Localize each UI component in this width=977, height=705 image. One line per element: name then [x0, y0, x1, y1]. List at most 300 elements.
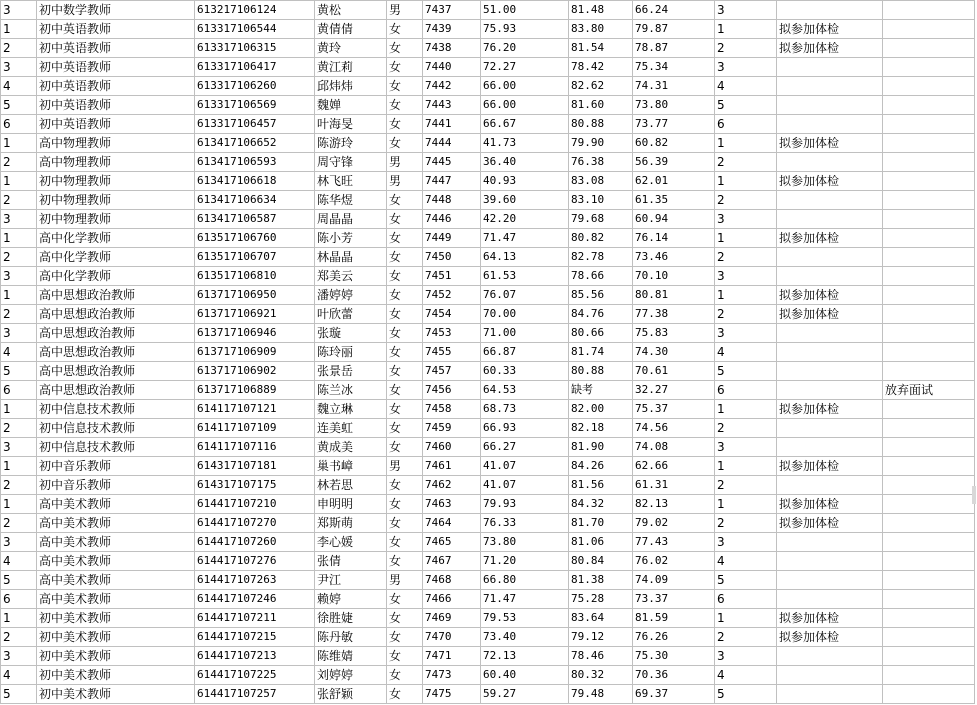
table-cell[interactable]: 初中信息技术教师 — [37, 400, 195, 419]
table-cell[interactable]: 女 — [387, 267, 423, 286]
table-cell[interactable]: 32.27 — [633, 381, 715, 400]
table-cell[interactable]: 女 — [387, 286, 423, 305]
table-cell[interactable]: 7459 — [423, 419, 481, 438]
table-cell[interactable]: 66.00 — [481, 77, 569, 96]
table-cell[interactable]: 女 — [387, 58, 423, 77]
table-cell[interactable]: 7455 — [423, 343, 481, 362]
table-cell[interactable]: 76.26 — [633, 628, 715, 647]
table-cell[interactable]: 女 — [387, 229, 423, 248]
table-cell[interactable]: 男 — [387, 571, 423, 590]
table-cell[interactable] — [777, 191, 883, 210]
table-cell[interactable] — [883, 324, 975, 343]
table-cell[interactable]: 女 — [387, 419, 423, 438]
table-cell[interactable]: 高中思想政治教师 — [37, 305, 195, 324]
table-cell[interactable]: 男 — [387, 457, 423, 476]
table-cell[interactable]: 39.60 — [481, 191, 569, 210]
table-cell[interactable]: 613417106634 — [195, 191, 315, 210]
table-cell[interactable]: 83.08 — [569, 172, 633, 191]
table-cell[interactable]: 4 — [715, 77, 777, 96]
table-cell[interactable]: 初中英语教师 — [37, 77, 195, 96]
table-cell[interactable]: 5 — [1, 571, 37, 590]
table-cell[interactable]: 女 — [387, 20, 423, 39]
table-cell[interactable]: 4 — [715, 552, 777, 571]
table-cell[interactable]: 613717106902 — [195, 362, 315, 381]
table-cell[interactable]: 女 — [387, 685, 423, 704]
table-cell[interactable]: 3 — [1, 647, 37, 666]
table-cell[interactable]: 7451 — [423, 267, 481, 286]
table-cell[interactable]: 613417106587 — [195, 210, 315, 229]
table-cell[interactable]: 高中化学教师 — [37, 267, 195, 286]
table-cell[interactable]: 黄江莉 — [315, 58, 387, 77]
table-cell[interactable]: 75.93 — [481, 20, 569, 39]
table-cell[interactable] — [777, 381, 883, 400]
table-cell[interactable] — [777, 96, 883, 115]
table-cell[interactable]: 4 — [715, 343, 777, 362]
table-cell[interactable]: 5 — [715, 685, 777, 704]
table-cell[interactable]: 81.06 — [569, 533, 633, 552]
table-cell[interactable]: 1 — [715, 20, 777, 39]
table-cell[interactable]: 初中英语教师 — [37, 58, 195, 77]
table-cell[interactable]: 64.53 — [481, 381, 569, 400]
table-cell[interactable]: 潘婷婷 — [315, 286, 387, 305]
table-cell[interactable]: 80.84 — [569, 552, 633, 571]
table-cell[interactable]: 魏婵 — [315, 96, 387, 115]
table-cell[interactable]: 84.32 — [569, 495, 633, 514]
table-cell[interactable] — [883, 115, 975, 134]
table-cell[interactable]: 82.00 — [569, 400, 633, 419]
table-cell[interactable]: 82.62 — [569, 77, 633, 96]
table-cell[interactable]: 1 — [1, 134, 37, 153]
table-cell[interactable]: 81.60 — [569, 96, 633, 115]
table-cell[interactable]: 76.38 — [569, 153, 633, 172]
table-cell[interactable]: 83.80 — [569, 20, 633, 39]
table-cell[interactable]: 拟参加体检 — [777, 20, 883, 39]
table-cell[interactable]: 2 — [715, 248, 777, 267]
table-cell[interactable]: 2 — [1, 191, 37, 210]
table-cell[interactable] — [883, 210, 975, 229]
table-cell[interactable]: 拟参加体检 — [777, 305, 883, 324]
table-cell[interactable]: 74.08 — [633, 438, 715, 457]
table-cell[interactable]: 女 — [387, 115, 423, 134]
table-cell[interactable]: 周守锋 — [315, 153, 387, 172]
table-cell[interactable]: 83.64 — [569, 609, 633, 628]
table-cell[interactable]: 拟参加体检 — [777, 134, 883, 153]
table-cell[interactable]: 7468 — [423, 571, 481, 590]
table-cell[interactable]: 3 — [1, 324, 37, 343]
table-cell[interactable] — [777, 362, 883, 381]
table-cell[interactable]: 黄成美 — [315, 438, 387, 457]
table-cell[interactable]: 72.27 — [481, 58, 569, 77]
table-cell[interactable]: 613417106652 — [195, 134, 315, 153]
table-cell[interactable]: 高中物理教师 — [37, 134, 195, 153]
table-cell[interactable]: 女 — [387, 666, 423, 685]
table-cell[interactable]: 女 — [387, 305, 423, 324]
table-cell[interactable]: 613717106909 — [195, 343, 315, 362]
table-cell[interactable]: 2 — [1, 419, 37, 438]
table-cell[interactable]: 79.53 — [481, 609, 569, 628]
table-cell[interactable]: 614417107213 — [195, 647, 315, 666]
table-cell[interactable]: 初中美术教师 — [37, 685, 195, 704]
table-cell[interactable]: 5 — [715, 96, 777, 115]
table-cell[interactable]: 高中思想政治教师 — [37, 324, 195, 343]
table-cell[interactable]: 7454 — [423, 305, 481, 324]
table-cell[interactable]: 614417107215 — [195, 628, 315, 647]
table-cell[interactable]: 周晶晶 — [315, 210, 387, 229]
table-cell[interactable]: 2 — [1, 628, 37, 647]
table-cell[interactable]: 70.36 — [633, 666, 715, 685]
table-cell[interactable]: 70.61 — [633, 362, 715, 381]
table-cell[interactable]: 林若思 — [315, 476, 387, 495]
table-cell[interactable]: 69.37 — [633, 685, 715, 704]
table-cell[interactable]: 78.42 — [569, 58, 633, 77]
table-cell[interactable]: 叶海旻 — [315, 115, 387, 134]
table-cell[interactable]: 614417107276 — [195, 552, 315, 571]
table-cell[interactable]: 女 — [387, 96, 423, 115]
table-cell[interactable]: 陈华煜 — [315, 191, 387, 210]
table-cell[interactable]: 613717106889 — [195, 381, 315, 400]
table-cell[interactable]: 7473 — [423, 666, 481, 685]
table-cell[interactable]: 3 — [1, 533, 37, 552]
table-cell[interactable]: 72.13 — [481, 647, 569, 666]
table-cell[interactable]: 2 — [715, 419, 777, 438]
table-cell[interactable]: 613317106457 — [195, 115, 315, 134]
table-cell[interactable] — [777, 58, 883, 77]
table-cell[interactable]: 82.18 — [569, 419, 633, 438]
table-cell[interactable]: 女 — [387, 381, 423, 400]
table-cell[interactable]: 1 — [715, 609, 777, 628]
table-cell[interactable]: 林飞旺 — [315, 172, 387, 191]
table-cell[interactable]: 陈小芳 — [315, 229, 387, 248]
table-cell[interactable]: 7453 — [423, 324, 481, 343]
table-cell[interactable]: 74.56 — [633, 419, 715, 438]
table-cell[interactable]: 3 — [715, 58, 777, 77]
table-cell[interactable]: 7440 — [423, 58, 481, 77]
table-cell[interactable]: 66.27 — [481, 438, 569, 457]
table-cell[interactable] — [777, 685, 883, 704]
table-cell[interactable]: 60.82 — [633, 134, 715, 153]
table-cell[interactable]: 1 — [1, 400, 37, 419]
table-cell[interactable]: 高中美术教师 — [37, 590, 195, 609]
table-cell[interactable]: 5 — [1, 685, 37, 704]
table-cell[interactable] — [777, 267, 883, 286]
table-cell[interactable]: 613417106618 — [195, 172, 315, 191]
table-cell[interactable]: 5 — [715, 362, 777, 381]
table-cell[interactable]: 7446 — [423, 210, 481, 229]
table-cell[interactable]: 巢书嶂 — [315, 457, 387, 476]
table-cell[interactable] — [883, 438, 975, 457]
table-cell[interactable] — [883, 685, 975, 704]
table-cell[interactable]: 张璇 — [315, 324, 387, 343]
table-cell[interactable] — [777, 533, 883, 552]
table-cell[interactable]: 女 — [387, 628, 423, 647]
table-cell[interactable]: 初中英语教师 — [37, 39, 195, 58]
table-cell[interactable]: 73.46 — [633, 248, 715, 267]
table-cell[interactable]: 2 — [715, 153, 777, 172]
table-cell[interactable] — [883, 96, 975, 115]
table-cell[interactable]: 68.73 — [481, 400, 569, 419]
table-cell[interactable]: 高中美术教师 — [37, 495, 195, 514]
table-cell[interactable]: 6 — [715, 590, 777, 609]
table-cell[interactable]: 拟参加体检 — [777, 172, 883, 191]
table-cell[interactable]: 高中美术教师 — [37, 552, 195, 571]
table-cell[interactable]: 66.80 — [481, 571, 569, 590]
table-cell[interactable] — [777, 571, 883, 590]
table-cell[interactable]: 3 — [1, 438, 37, 457]
table-cell[interactable]: 64.13 — [481, 248, 569, 267]
table-cell[interactable]: 7466 — [423, 590, 481, 609]
table-cell[interactable] — [883, 1, 975, 20]
table-cell[interactable]: 7448 — [423, 191, 481, 210]
table-cell[interactable]: 73.80 — [633, 96, 715, 115]
table-cell[interactable]: 74.31 — [633, 77, 715, 96]
table-cell[interactable]: 7467 — [423, 552, 481, 571]
table-cell[interactable]: 1 — [1, 609, 37, 628]
table-cell[interactable]: 2 — [715, 628, 777, 647]
table-cell[interactable]: 81.54 — [569, 39, 633, 58]
table-cell[interactable]: 613717106921 — [195, 305, 315, 324]
table-cell[interactable] — [883, 533, 975, 552]
table-cell[interactable] — [777, 552, 883, 571]
table-cell[interactable]: 613717106946 — [195, 324, 315, 343]
table-cell[interactable]: 56.39 — [633, 153, 715, 172]
table-cell[interactable]: 42.20 — [481, 210, 569, 229]
table-cell[interactable]: 83.10 — [569, 191, 633, 210]
table-cell[interactable]: 郑斯萌 — [315, 514, 387, 533]
table-cell[interactable]: 女 — [387, 647, 423, 666]
table-cell[interactable]: 79.68 — [569, 210, 633, 229]
table-cell[interactable]: 614317107181 — [195, 457, 315, 476]
table-cell[interactable] — [883, 590, 975, 609]
table-cell[interactable]: 613317106260 — [195, 77, 315, 96]
table-cell[interactable]: 75.28 — [569, 590, 633, 609]
table-cell[interactable]: 6 — [715, 381, 777, 400]
table-cell[interactable] — [777, 1, 883, 20]
table-cell[interactable]: 高中思想政治教师 — [37, 362, 195, 381]
table-cell[interactable]: 4 — [1, 552, 37, 571]
table-cell[interactable]: 3 — [715, 324, 777, 343]
table-cell[interactable]: 7462 — [423, 476, 481, 495]
table-cell[interactable]: 7471 — [423, 647, 481, 666]
table-cell[interactable]: 79.12 — [569, 628, 633, 647]
table-cell[interactable]: 7460 — [423, 438, 481, 457]
table-cell[interactable]: 初中英语教师 — [37, 115, 195, 134]
table-cell[interactable]: 张倩 — [315, 552, 387, 571]
table-cell[interactable]: 张景岳 — [315, 362, 387, 381]
table-cell[interactable]: 高中美术教师 — [37, 533, 195, 552]
table-cell[interactable]: 613217106124 — [195, 1, 315, 20]
table-cell[interactable]: 7461 — [423, 457, 481, 476]
table-cell[interactable]: 6 — [1, 381, 37, 400]
table-cell[interactable]: 女 — [387, 248, 423, 267]
table-cell[interactable]: 5 — [1, 96, 37, 115]
table-cell[interactable]: 59.27 — [481, 685, 569, 704]
table-cell[interactable]: 徐胜婕 — [315, 609, 387, 628]
table-cell[interactable]: 高中思想政治教师 — [37, 381, 195, 400]
table-cell[interactable]: 拟参加体检 — [777, 628, 883, 647]
table-cell[interactable]: 张舒颖 — [315, 685, 387, 704]
table-cell[interactable]: 2 — [1, 248, 37, 267]
table-cell[interactable] — [883, 514, 975, 533]
table-cell[interactable]: 黄松 — [315, 1, 387, 20]
table-cell[interactable]: 77.38 — [633, 305, 715, 324]
table-cell[interactable]: 613417106593 — [195, 153, 315, 172]
table-cell[interactable]: 拟参加体检 — [777, 609, 883, 628]
table-cell[interactable] — [883, 400, 975, 419]
table-cell[interactable]: 62.66 — [633, 457, 715, 476]
table-cell[interactable] — [883, 552, 975, 571]
table-cell[interactable]: 79.90 — [569, 134, 633, 153]
table-cell[interactable]: 陈丹敏 — [315, 628, 387, 647]
table-cell[interactable]: 85.56 — [569, 286, 633, 305]
table-cell[interactable]: 郑美云 — [315, 267, 387, 286]
table-cell[interactable]: 女 — [387, 533, 423, 552]
table-cell[interactable]: 614417107246 — [195, 590, 315, 609]
table-cell[interactable]: 80.88 — [569, 362, 633, 381]
table-cell[interactable]: 1 — [1, 20, 37, 39]
table-cell[interactable]: 614417107263 — [195, 571, 315, 590]
table-cell[interactable]: 李心媛 — [315, 533, 387, 552]
table-cell[interactable]: 赖婷 — [315, 590, 387, 609]
table-cell[interactable] — [777, 666, 883, 685]
table-cell[interactable]: 3 — [715, 1, 777, 20]
table-cell[interactable]: 60.33 — [481, 362, 569, 381]
table-cell[interactable]: 1 — [715, 134, 777, 153]
table-cell[interactable]: 41.73 — [481, 134, 569, 153]
table-cell[interactable]: 拟参加体检 — [777, 286, 883, 305]
table-cell[interactable]: 女 — [387, 324, 423, 343]
table-cell[interactable]: 高中思想政治教师 — [37, 286, 195, 305]
table-cell[interactable]: 初中物理教师 — [37, 210, 195, 229]
table-cell[interactable]: 7439 — [423, 20, 481, 39]
table-cell[interactable] — [777, 324, 883, 343]
table-cell[interactable]: 73.77 — [633, 115, 715, 134]
table-cell[interactable]: 613317106417 — [195, 58, 315, 77]
table-cell[interactable]: 初中信息技术教师 — [37, 438, 195, 457]
table-cell[interactable]: 60.94 — [633, 210, 715, 229]
table-cell[interactable]: 71.20 — [481, 552, 569, 571]
table-cell[interactable]: 614417107225 — [195, 666, 315, 685]
table-cell[interactable]: 3 — [1, 210, 37, 229]
table-cell[interactable]: 81.90 — [569, 438, 633, 457]
table-cell[interactable] — [883, 419, 975, 438]
table-cell[interactable]: 76.02 — [633, 552, 715, 571]
scrollbar-marker[interactable] — [972, 486, 976, 504]
table-cell[interactable]: 613317106544 — [195, 20, 315, 39]
table-cell[interactable]: 81.56 — [569, 476, 633, 495]
table-cell[interactable] — [883, 286, 975, 305]
table-cell[interactable]: 初中美术教师 — [37, 647, 195, 666]
table-cell[interactable]: 拟参加体检 — [777, 514, 883, 533]
table-cell[interactable] — [883, 134, 975, 153]
table-cell[interactable]: 初中美术教师 — [37, 628, 195, 647]
table-cell[interactable]: 614417107270 — [195, 514, 315, 533]
table-cell[interactable]: 7465 — [423, 533, 481, 552]
table-cell[interactable]: 女 — [387, 134, 423, 153]
table-cell[interactable]: 613317106315 — [195, 39, 315, 58]
table-cell[interactable]: 4 — [1, 77, 37, 96]
table-cell[interactable]: 66.00 — [481, 96, 569, 115]
table-cell[interactable]: 61.53 — [481, 267, 569, 286]
table-cell[interactable]: 75.30 — [633, 647, 715, 666]
table-cell[interactable] — [777, 343, 883, 362]
table-cell[interactable]: 70.00 — [481, 305, 569, 324]
table-cell[interactable]: 73.40 — [481, 628, 569, 647]
table-cell[interactable]: 女 — [387, 514, 423, 533]
table-cell[interactable]: 80.81 — [633, 286, 715, 305]
table-cell[interactable]: 80.32 — [569, 666, 633, 685]
table-cell[interactable]: 7458 — [423, 400, 481, 419]
table-cell[interactable]: 7450 — [423, 248, 481, 267]
table-cell[interactable]: 高中美术教师 — [37, 571, 195, 590]
table-cell[interactable]: 81.70 — [569, 514, 633, 533]
table-cell[interactable]: 高中化学教师 — [37, 229, 195, 248]
table-cell[interactable]: 1 — [715, 400, 777, 419]
table-cell[interactable]: 高中美术教师 — [37, 514, 195, 533]
table-cell[interactable]: 79.87 — [633, 20, 715, 39]
table-cell[interactable]: 79.93 — [481, 495, 569, 514]
table-cell[interactable] — [883, 191, 975, 210]
table-cell[interactable]: 66.93 — [481, 419, 569, 438]
table-cell[interactable]: 614117107109 — [195, 419, 315, 438]
table-cell[interactable] — [883, 628, 975, 647]
table-cell[interactable]: 魏立琳 — [315, 400, 387, 419]
table-cell[interactable]: 女 — [387, 609, 423, 628]
table-cell[interactable]: 女 — [387, 362, 423, 381]
table-cell[interactable]: 初中音乐教师 — [37, 457, 195, 476]
table-cell[interactable] — [777, 438, 883, 457]
table-cell[interactable]: 初中物理教师 — [37, 191, 195, 210]
table-cell[interactable]: 7449 — [423, 229, 481, 248]
table-cell[interactable]: 614417107210 — [195, 495, 315, 514]
table-cell[interactable]: 614417107260 — [195, 533, 315, 552]
table-cell[interactable]: 缺考 — [569, 381, 633, 400]
table-cell[interactable]: 拟参加体检 — [777, 229, 883, 248]
table-cell[interactable]: 66.24 — [633, 1, 715, 20]
table-cell[interactable] — [883, 248, 975, 267]
table-cell[interactable]: 申明明 — [315, 495, 387, 514]
table-cell[interactable]: 3 — [715, 210, 777, 229]
table-cell[interactable]: 76.14 — [633, 229, 715, 248]
table-cell[interactable]: 614317107175 — [195, 476, 315, 495]
table-cell[interactable]: 6 — [715, 115, 777, 134]
table-cell[interactable]: 71.00 — [481, 324, 569, 343]
table-cell[interactable]: 初中物理教师 — [37, 172, 195, 191]
table-cell[interactable]: 陈维婧 — [315, 647, 387, 666]
table-cell[interactable]: 2 — [715, 305, 777, 324]
table-cell[interactable]: 613517106707 — [195, 248, 315, 267]
table-cell[interactable]: 613517106760 — [195, 229, 315, 248]
table-cell[interactable]: 78.87 — [633, 39, 715, 58]
table-cell[interactable] — [883, 647, 975, 666]
table-cell[interactable] — [883, 172, 975, 191]
table-cell[interactable] — [883, 666, 975, 685]
table-cell[interactable]: 66.87 — [481, 343, 569, 362]
table-cell[interactable]: 80.82 — [569, 229, 633, 248]
table-cell[interactable]: 79.02 — [633, 514, 715, 533]
table-cell[interactable]: 6 — [1, 115, 37, 134]
table-cell[interactable]: 7445 — [423, 153, 481, 172]
table-cell[interactable]: 40.93 — [481, 172, 569, 191]
table-cell[interactable]: 80.66 — [569, 324, 633, 343]
table-cell[interactable]: 1 — [715, 495, 777, 514]
table-cell[interactable]: 2 — [1, 305, 37, 324]
table-cell[interactable]: 7457 — [423, 362, 481, 381]
table-cell[interactable]: 7463 — [423, 495, 481, 514]
table-cell[interactable]: 高中思想政治教师 — [37, 343, 195, 362]
table-cell[interactable]: 女 — [387, 400, 423, 419]
table-cell[interactable]: 41.07 — [481, 476, 569, 495]
table-cell[interactable] — [883, 495, 975, 514]
